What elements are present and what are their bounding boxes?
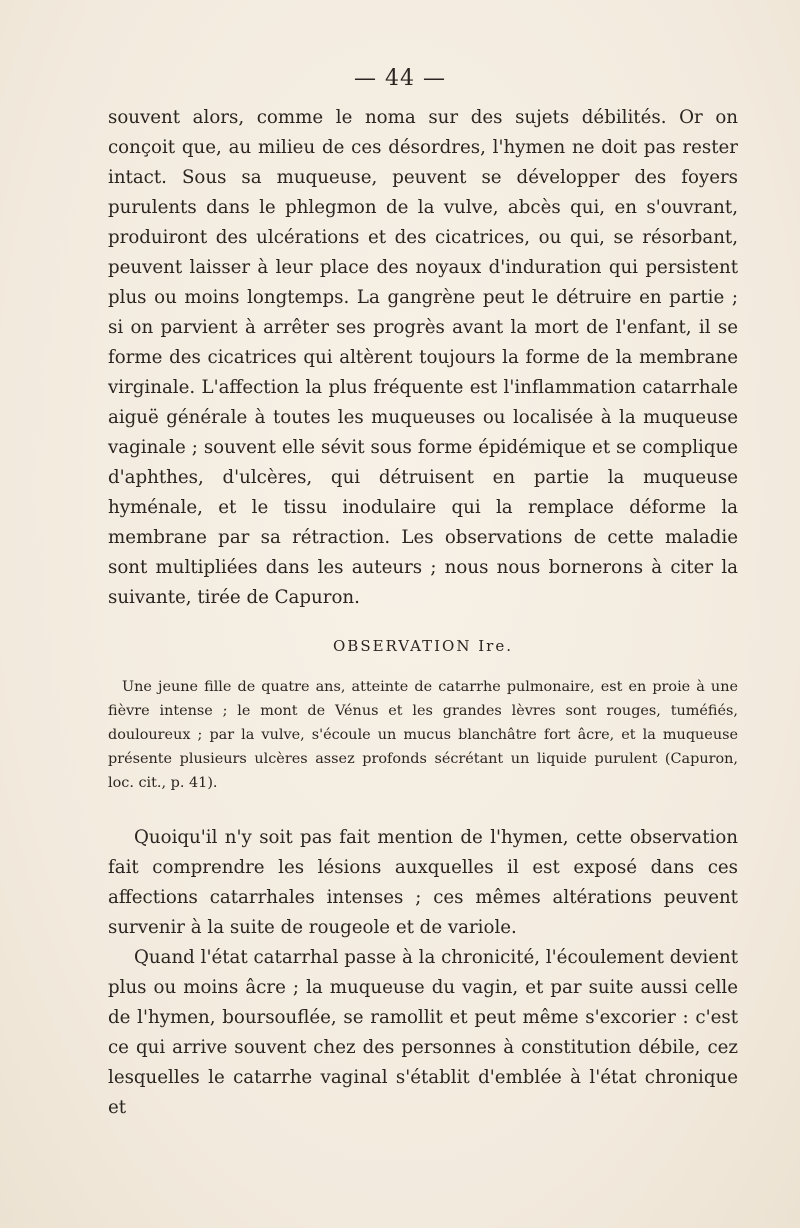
page-number: — 44 —: [354, 66, 446, 91]
page-body: [108, 103, 738, 1123]
paragraph-3: Quand l'état catarrhal passe à la chronicité, l'écoulement devient plus ou moins âcre ; la muqueuse du vagin, et par suite aussi celle de l'hymen, boursouflée, se ramollit et peut même s'excorier : c'est ce qui arrive souvent chez des personnes à constitution débile, cez lesquelles le catarrhe vaginal s'établit d'emblée à l'état chronique et: [108, 947, 738, 1118]
paragraph-2: Quoiqu'il n'y soit pas fait mention de l'hymen, cette observation fait comprendre les lésions auxquelles il est exposé dans ces affections catarrhales intenses ; ces mêmes altérations peuvent survenir à la suite de rougeole et de variole.: [108, 827, 738, 938]
paragraph-1: souvent alors, comme le noma sur des sujets débilités. Or on conçoit que, au milieu de ces désordres, l'hymen ne doit pas rester intact. Sous sa muqueuse, peuvent se développer des foyers purulents dans le phlegmon de la vulve, abcès qui, en s'ouvrant, produiront des ulcérations et des cicatrices, ou qui, se résorbant, peuvent laisser à leur place des noyaux d'induration qui persistent plus ou moins longtemps. La gangrène peut le détruire en partie ; si on parvient à arrêter ses progrès avant la mort de l'enfant, il se forme des cicatrices qui altèrent toujours la forme de la membrane virginale. L'affection la plus fréquente est l'inflammation catarrhale aiguë générale à toutes les muqueuses ou localisée à la muqueuse vaginale ; souvent elle sévit sous forme épidémique et se complique d'aphthes, d'ulcères, qui détruisent en partie la muqueuse hyménale, et le tissu inodulaire qui la remplace déforme la membrane par sa rétraction. Les observations de cette maladie sont multipliées dans les auteurs ; nous nous bornerons à citer la suivante, tirée de Capuron.: [108, 107, 738, 608]
observation-heading: OBSERVATION Ire.: [333, 637, 513, 655]
observation-text: Une jeune fille de quatre ans, atteinte de catarrhe pulmonaire, est en proie à une fièvre intense ; le mont de Vénus et les grandes lèvres sont rouges, tuméfiés, douloureux ; par la vulve, s'écoule un mucus blanchâtre fort âcre, et la muqueuse présente plusieurs ulcères assez profonds sécrétant un liquide purulent (Capuron, loc. cit., p. 41).: [108, 679, 738, 791]
